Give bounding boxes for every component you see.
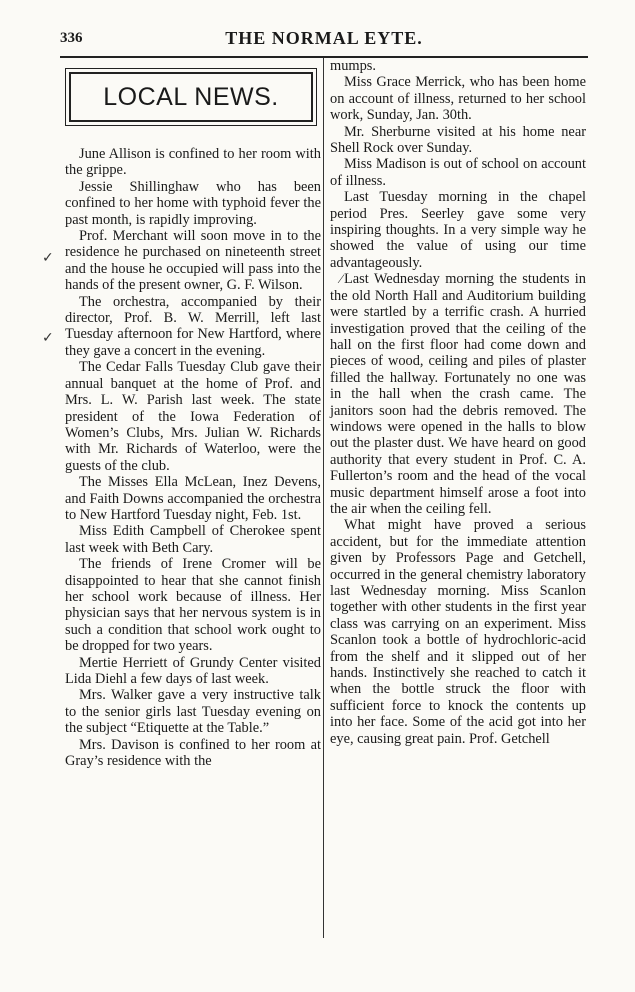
news-item: Last Tuesday morning in the chapel period Pres. Seerley gave some very inspiring thoughts. In a very simple way he showed the value of using our time advantageously. bbox=[330, 189, 586, 271]
news-item-continuation: mumps. bbox=[330, 58, 376, 74]
news-item: Miss Madison is out of school on account of illness. bbox=[330, 156, 586, 189]
right-column bbox=[330, 58, 586, 747]
news-item: Mr. Sherburne visited at his home near Shell Rock over Sunday. bbox=[330, 123, 586, 157]
news-item: Mrs. Walker gave a very instructive talk to the senior girls last Tuesday evening on the subject “Etiquette at the Table.” bbox=[65, 687, 321, 737]
news-item: Mertie Herriett of Grundy Center visited Lida Diehl a few days of last week. bbox=[65, 654, 321, 687]
news-item: June Allison is confined to her room with the grippe. bbox=[65, 146, 321, 179]
margin-checkmark: ✓ bbox=[42, 330, 54, 346]
margin-checkmark: ⁄ bbox=[340, 271, 343, 287]
journal-title: THE NORMAL EYTE. bbox=[225, 28, 423, 48]
news-item: Mrs. Davison is confined to her room at Gray’s residence with the bbox=[65, 736, 321, 770]
news-item: What might have proved a serious accident, but for the immediate attention given by Professors Page and Getchell, occurred in the general chemistry laboratory last Wednesday morning. Miss Scanlon together with other students in the first year class was carrying on an experiment. Miss Scanlon took a bottle of hydrochloric-acid from the shelf and it slipped out of her hands. Instinctively she reached to catch it when the bottle struck the floor with sufficient force to knock the contents up into her face. Some of the acid got into her eye, causing great pain. Prof. Getchell bbox=[330, 517, 586, 747]
left-column bbox=[65, 58, 321, 769]
column-divider bbox=[323, 58, 324, 938]
news-item bbox=[330, 271, 586, 517]
section-title: LOCAL NEWS. bbox=[103, 82, 279, 111]
margin-checkmark: ✓ bbox=[42, 250, 54, 266]
news-item: The friends of Irene Cromer will be disappointed to hear that she cannot finish her school work because of illness. Her physician says that her nervous system is in such a condition that school work ought to be dropped for two years. bbox=[65, 556, 321, 655]
news-item: The Cedar Falls Tuesday Club gave their annual banquet at the home of Prof. and Mrs. L. W. Parish last week. The state president of the Iowa Federation of Women’s Clubs, Mrs. Julian W. Richards with Mr. Richards of Waterloo, were the guests of the club. bbox=[65, 359, 321, 474]
news-item-text: Last Wednesday morning the students in the old North Hall and Auditorium building were startled by a terrific crash. A hurried investigation proved that the ceiling of the hall on the first floor had come down and pieces of wood, ceiling and piles of plaster filled the hallway. Fortunately no one was in the hall when the crash came. The janitors soon had the debris removed. The windows were opened in the halls to blow out the plaster dust. We have heard on good authority that every student in Prof. C. A. Fullerton’s room and the head of the vocal music department himself arose a foot into the air when the ceiling fell. bbox=[330, 271, 586, 517]
news-item: Miss Edith Campbell of Cherokee spent last week with Beth Cary. bbox=[65, 523, 321, 556]
news-item: The orchestra, accompanied by their director, Prof. B. W. Merrill, left last Tuesday afternoon for New Hartford, where they gave a concert in the evening. bbox=[65, 293, 321, 359]
news-item: Prof. Merchant will soon move in to the residence he purchased on nineteenth street and the house he occupied will pass into the hands of the present owner, G. F. Wilson. bbox=[65, 228, 321, 294]
news-item: Jessie Shillinghaw who has been confined to her home with typhoid fever the past month, is rapidly improving. bbox=[65, 178, 321, 228]
news-item: Miss Grace Merrick, who has been home on account of illness, returned to her school work, Sunday, Jan. 30th. bbox=[330, 74, 586, 124]
section-heading-box bbox=[65, 68, 317, 126]
page-header bbox=[60, 28, 588, 52]
news-item: The Misses Ella McLean, Inez Devens, and Faith Downs accompanied the orchestra to New Hartford Tuesday night, Feb. 1st. bbox=[65, 474, 321, 523]
page-number: 336 bbox=[60, 30, 83, 46]
